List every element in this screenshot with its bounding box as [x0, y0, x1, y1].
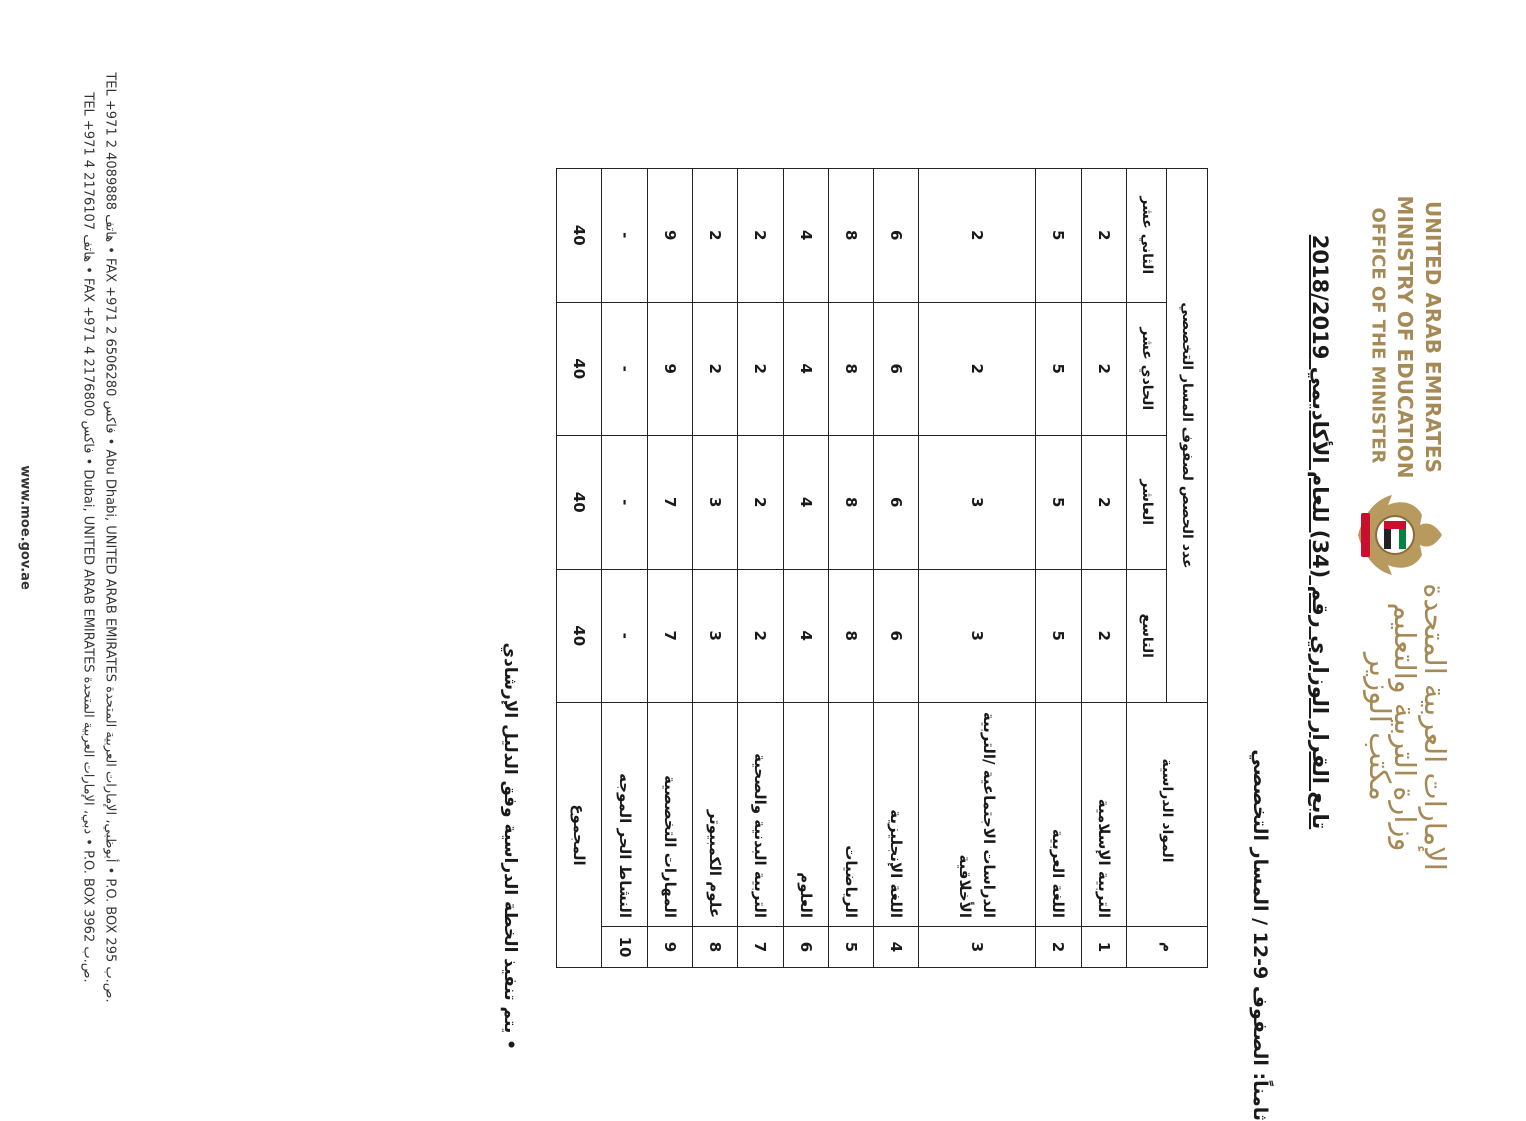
row-num: 1	[1081, 927, 1126, 968]
row-value: 8	[828, 302, 873, 436]
row-num: 9	[647, 927, 692, 968]
table-row	[738, 169, 783, 968]
row-num: 6	[783, 927, 828, 968]
row-value: 2	[693, 169, 738, 303]
row-value: -	[602, 169, 647, 303]
row-value: 8	[828, 569, 873, 703]
section-heading: ثامناً: الصفوف 9-12 / المسار التخصصي	[1249, 749, 1271, 1121]
row-value: 4	[783, 436, 828, 570]
uae-emblem-icon	[1350, 485, 1450, 585]
row-value: 6	[874, 436, 919, 570]
row-value: 9	[647, 302, 692, 436]
row-value: 3	[693, 436, 738, 570]
row-subject: المهارات التخصصية	[647, 703, 692, 927]
row-value: 6	[874, 169, 919, 303]
row-value: 7	[647, 569, 692, 703]
grade-header: الثاني عشر	[1126, 169, 1167, 303]
footer-website: www.moe.gov.ae	[17, 465, 33, 590]
table-row	[1081, 169, 1126, 968]
table-row	[919, 169, 1036, 968]
note	[500, 480, 520, 1050]
table-row	[783, 169, 828, 968]
row-value: 2	[1081, 302, 1126, 436]
row-num: 3	[919, 927, 1036, 968]
bullet-icon: •	[500, 1033, 520, 1050]
row-value: 2	[738, 569, 783, 703]
row-value: 7	[647, 436, 692, 570]
row-subject: العلوم	[783, 703, 828, 927]
row-value: 5	[1036, 569, 1081, 703]
row-num: 7	[738, 927, 783, 968]
letterhead-english-country: UNITED ARAB EMIRATES	[1421, 201, 1445, 473]
row-value: 4	[783, 169, 828, 303]
row-subject: التربية الإسلامية	[1081, 703, 1126, 927]
row-value: 8	[828, 436, 873, 570]
row-value: 5	[1036, 436, 1081, 570]
total-value: 40	[557, 569, 602, 703]
row-value: -	[602, 302, 647, 436]
row-value: -	[602, 569, 647, 703]
grade-header: العاشر	[1126, 436, 1167, 570]
row-subject: التربية البدنية والصحية	[738, 703, 783, 927]
table-row	[874, 169, 919, 968]
row-value: -	[602, 436, 647, 570]
letterhead-arabic-ministry: وزارة التربية والتعليم	[1388, 602, 1422, 852]
letterhead-english-office: OFFICE OF THE MINISTER	[1367, 207, 1389, 464]
table-row	[602, 169, 647, 968]
row-subject: النشاط الحر الموجه	[602, 703, 647, 927]
row-value: 2	[738, 302, 783, 436]
total-value: 40	[557, 169, 602, 303]
row-value: 6	[874, 569, 919, 703]
row-value: 5	[1036, 169, 1081, 303]
total-value: 40	[557, 302, 602, 436]
row-value: 6	[874, 302, 919, 436]
row-subject: اللغة الإنجليزية	[874, 703, 919, 927]
footer-dubai: TEL +971 4 2176107 هاتف • FAX +971 4 2176800 فاكس • Dubai, UNITED ARAB EMIRATES دبي، الإمارات العربية المتحدة • P.O. BOX 3962 ص.ب.	[80, 92, 96, 983]
row-value: 4	[783, 569, 828, 703]
row-value: 9	[647, 169, 692, 303]
row-value: 3	[919, 436, 1036, 570]
row-value: 4	[783, 302, 828, 436]
row-num: 8	[693, 927, 738, 968]
header-group: عدد الحصص لصفوف المسار التخصصي	[1167, 169, 1208, 703]
study-plan-table	[556, 168, 1208, 968]
letterhead-arabic-office: مكتب الوزير	[1363, 653, 1397, 801]
row-value: 2	[1081, 436, 1126, 570]
row-num: 2	[1036, 927, 1081, 968]
header-num: م	[1126, 927, 1207, 968]
row-value: 2	[738, 436, 783, 570]
table-row	[1036, 169, 1081, 968]
row-subject: الرياضيات	[828, 703, 873, 927]
table-row	[647, 169, 692, 968]
note-text: يتم تنفيذ الخطة الدراسية وفق الدليل الإرشادي	[500, 642, 520, 1034]
letterhead-arabic-country: الإمارات العربية المتحدة	[1418, 583, 1452, 871]
total-label: المجموع	[557, 703, 602, 968]
row-value: 2	[738, 169, 783, 303]
row-value: 2	[1081, 169, 1126, 303]
table-row	[828, 169, 873, 968]
grade-header: الحادي عشر	[1126, 302, 1167, 436]
header-subject: المواد الدراسية	[1126, 703, 1207, 927]
row-value: 2	[693, 302, 738, 436]
row-subject: علوم الكمبيوتر	[693, 703, 738, 927]
row-value: 5	[1036, 302, 1081, 436]
row-num: 4	[874, 927, 919, 968]
row-value: 2	[919, 302, 1036, 436]
row-value: 3	[693, 569, 738, 703]
total-row	[557, 169, 602, 968]
row-num: 10	[602, 927, 647, 968]
row-subject: اللغة العربية	[1036, 703, 1081, 927]
letterhead-english-ministry: MINISTRY OF EDUCATION	[1393, 195, 1417, 479]
row-value: 3	[919, 569, 1036, 703]
row-value: 8	[828, 169, 873, 303]
total-value: 40	[557, 436, 602, 570]
footer-abudhabi: TEL +971 2 4089888 هاتف • FAX +971 2 6506280 فاكس • Abu Dhabi, UNITED ARAB EMIRATES أبوظبي، الإمارات العربية المتحدة • P.O. BOX 295 ص.ب.	[102, 72, 118, 1003]
table-row	[693, 169, 738, 968]
row-value: 2	[919, 169, 1036, 303]
grade-header: التاسع	[1126, 569, 1167, 703]
row-subject: الدراسات الاجتماعية /التربية الأخلاقية	[919, 703, 1036, 927]
row-value: 2	[1081, 569, 1126, 703]
row-num: 5	[828, 927, 873, 968]
document-title: تابع القرار الوزاري رقم (34) للعام الأكاديمي 2018/2019	[1308, 234, 1332, 830]
